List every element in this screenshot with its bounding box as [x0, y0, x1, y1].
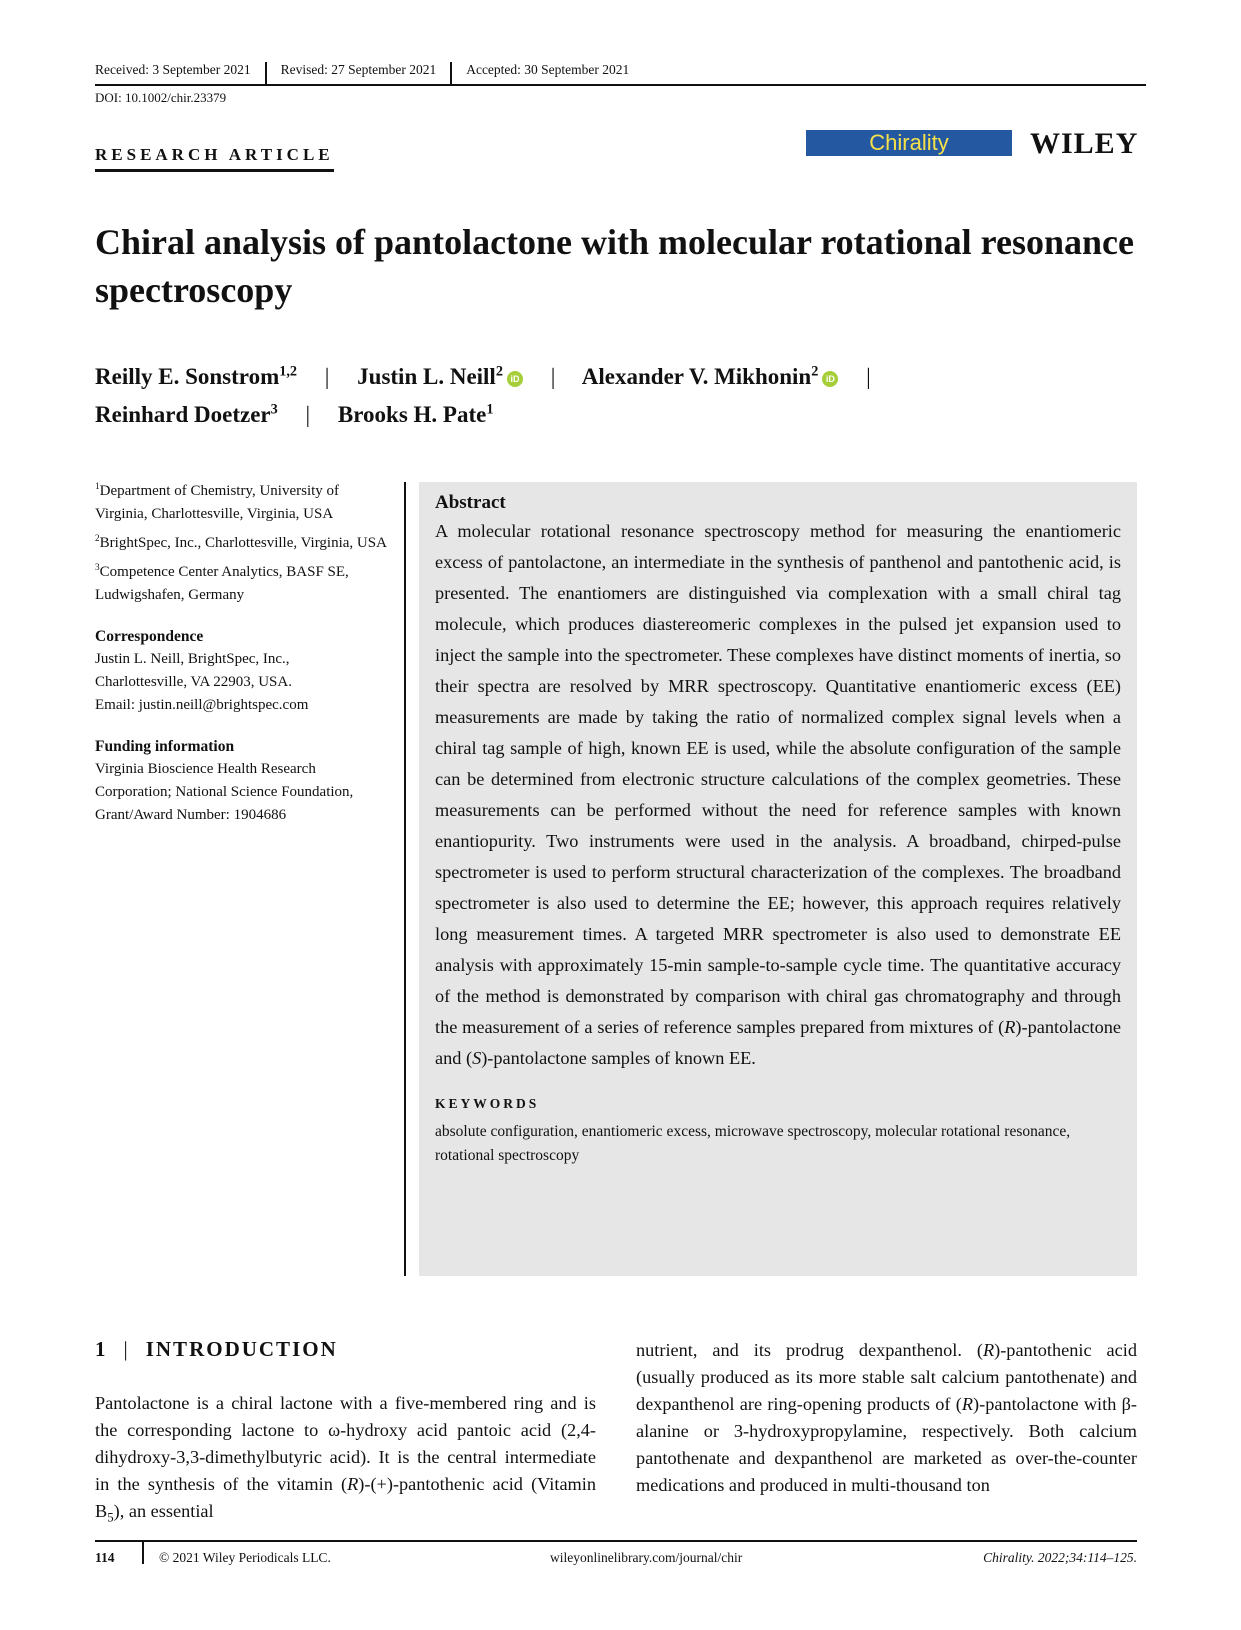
abstract-box — [419, 482, 1137, 1276]
author-separator: | — [550, 364, 556, 389]
affiliation: $^3$Competence Center Analytics, BASF SE, Ludwigshafen, Germany — [95, 563, 349, 603]
author[interactable]: Reinhard Doetzer$^3$ — [95, 401, 278, 427]
orcid-icon[interactable]: iD — [822, 371, 838, 387]
affiliation: $^2$BrightSpec, Inc., Charlottesville, Virginia, USA — [95, 534, 387, 551]
article-dates — [95, 62, 1146, 86]
received-date: Received: 3 September 2021 — [95, 62, 251, 77]
citation: Chirality. 2022;34:114–125. — [983, 1550, 1137, 1565]
orcid-icon[interactable]: iD — [507, 371, 523, 387]
article-title: Chiral analysis of pantolactone with molecular rotational resonance spectroscopy — [95, 222, 1134, 310]
funding-text: Virginia Bioscience Health Research Corporation; National Science Foundation, Grant/Award Number: 1904686 — [95, 761, 354, 823]
article-type: RESEARCH ARTICLE — [95, 145, 334, 172]
author-separator: | — [866, 364, 871, 389]
journal-logo: Chirality — [806, 130, 1012, 156]
sidebar-info — [95, 480, 395, 827]
journal-url[interactable]: wileyonlinelibrary.com/journal/chir — [550, 1550, 743, 1565]
intro-column-1: Pantolactone is a chiral lactone with a five-membered ring and is the corresponding lactone to ω-hydroxy acid pantoic acid (2,4-dihydroxy-3,3-dimethylbutyric acid). It is the central intermediate in the synthesis of the vitamin (R)-(+)-pantothenic acid (Vitamin $B_5$), an essential — [95, 1393, 597, 1525]
correspondence-heading: Correspondence — [95, 628, 204, 645]
author[interactable]: Justin L. Neill$^2$ iD — [357, 364, 523, 389]
author[interactable]: Alexander V. Mikhonin$^2$ iD — [582, 364, 839, 389]
doi[interactable]: DOI: 10.1002/chir.23379 — [95, 90, 227, 105]
funding-heading: Funding information — [95, 738, 235, 755]
author-separator: | — [305, 402, 311, 427]
author-list — [95, 358, 1155, 434]
intro-column-2: nutrient, and its prodrug dexpanthenol. (R)-pantothenic acid (usually produced as its more stable salt calcium pantothenate) and dexpanthenol are ring-opening products of (R)-pantolactone with β-alanine or 3-hydroxypropylamine, respectively. Both calcium pantothenate and dexpanthenol are marketed as over-the-counter medications and produced in multi-thousand ton — [636, 1340, 1138, 1495]
copyright: © 2021 Wiley Periodicals LLC. — [159, 1550, 331, 1565]
correspondence-email[interactable]: Email: justin.neill@brightspec.com — [95, 697, 309, 713]
correspondence-line: Justin L. Neill, BrightSpec, Inc., — [95, 651, 290, 667]
keywords: absolute configuration, enantiomeric excess, microwave spectroscopy, molecular rotational resonance, rotational spectroscopy — [435, 1123, 1071, 1164]
sidebar-divider — [404, 482, 406, 1276]
author[interactable]: Reilly E. Sonstrom$^{1,2}$ — [95, 363, 298, 389]
page-footer — [95, 1540, 1137, 1566]
correspondence-line: Charlottesville, VA 22903, USA. — [95, 674, 292, 690]
publisher-logo: WILEY — [1030, 127, 1139, 160]
section-heading: 1 | INTRODUCTION — [95, 1337, 338, 1361]
keywords-heading: KEYWORDS — [435, 1096, 540, 1111]
footer-divider — [142, 1542, 144, 1564]
affiliation: $^1$Department of Chemistry, University of Virginia, Charlottesville, Virginia, USA — [95, 482, 340, 522]
author[interactable]: Brooks H. Pate$^1$ — [337, 401, 494, 427]
author-separator: | — [324, 364, 330, 389]
revised-date: Revised: 27 September 2021 — [265, 62, 451, 84]
abstract-heading: Abstract — [435, 492, 506, 513]
abstract-text: A molecular rotational resonance spectroscopy method for measuring the enantiomeric excess of pantolactone, an intermediate in the synthesis of panthenol and pantothenic acid, is presented. The enantiomers are distinguished via complexation with a small chiral tag molecule, which produces diastereomeric complexes in the pulsed jet expansion used to inject the sample into the spectrometer. These complexes have distinct moments of inertia, so their spectra are resolved by MRR spectroscopy. Quantitative enantiomeric excess (EE) measurements are made by taking the ratio of normalized complex signal levels when a chiral tag sample of high, known EE is used, while the absolute configuration of the sample can be determined from electronic structure calculations of the complex geometries. These measurements can be performed without the need for reference samples with known enantiopurity. Two instruments were used in the analysis. A broadband, chirped-pulse spectrometer is used to perform structural characterization of the complexes. The broadband spectrometer is also used to determine the EE; however, this approach requires relatively long measurement times. A targeted MRR spectrometer is also used to demonstrate EE analysis with approximately 15-min sample-to-sample cycle time. The quantitative accuracy of the method is demonstrated by comparison with chiral gas chromatography and through the measurement of a series of reference samples prepared from mixtures of (R)-pantolactone and (S)-pantolactone samples of known EE. — [435, 521, 1121, 1068]
page-number: 114 — [95, 1550, 115, 1565]
accepted-date: Accepted: 30 September 2021 — [450, 62, 643, 84]
